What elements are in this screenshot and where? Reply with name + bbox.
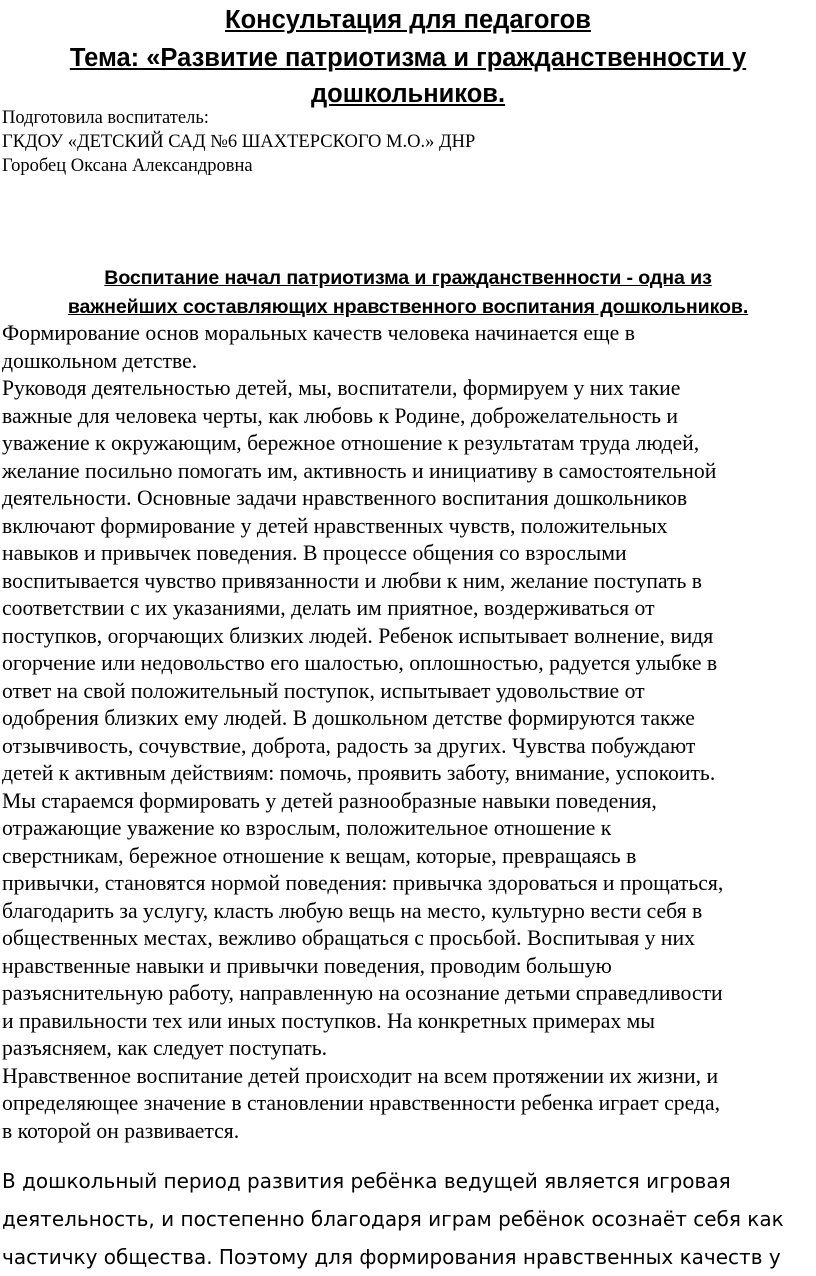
author-institution: ГКДОУ «ДЕТСКИЙ САД №6 ШАХТЕРСКОГО М.О.» ДНР — [2, 132, 476, 152]
text-line: детей к активным действиям: помочь, проявить заботу, внимание, успокоить. — [2, 761, 716, 785]
text-line: уважение к окружающим, бережное отношение к результатам труда людей, — [2, 431, 700, 455]
author-name: Горобец Оксана Александровна — [2, 156, 253, 176]
body-text-continued — [2, 1162, 814, 1276]
text-line: одобрения близких ему людей. В дошкольном детстве формируются также — [2, 706, 695, 730]
text-line: Формирование основ моральных качеств человека начинается еще в — [2, 321, 635, 345]
text-line: деятельности. Основные задачи нравственного воспитания дошкольников — [2, 486, 688, 510]
text-line: Нравственное воспитание детей происходит на всем протяжении их жизни, и — [2, 1063, 719, 1088]
text-line: отзывчивость, сочувствие, доброта, радость за других. Чувства побуждают — [2, 733, 696, 758]
text-line: воспитывается чувство привязанности и любви к ним, желание поступать в — [2, 568, 703, 593]
text-line: общественных местах, вежливо обращаться с просьбой. Воспитывая у них — [2, 926, 695, 950]
document-title-line-1: Консультация для педагогов — [225, 6, 591, 34]
text-line: Руководя деятельностью детей, мы, воспитатели, формируем у них такие — [2, 376, 681, 400]
text-line: деятельность, и постепенно благодаря играм ребёнок осознаёт себя как — [2, 1207, 784, 1231]
text-line: поступков, огорчающих близких людей. Ребенок испытывает волнение, видя — [2, 623, 714, 648]
text-line: частичку общества. Поэтому для формирования нравственных качеств у — [2, 1245, 781, 1269]
section-heading-line-1: Воспитание начал патриотизма и гражданственности - одна из — [104, 267, 712, 289]
text-line: нравственные навыки и привычки поведения, проводим большую — [2, 953, 612, 978]
body-text — [2, 320, 814, 1145]
text-line: благодарить за услугу, класть любую вещь на место, культурно вести себя в — [2, 898, 703, 923]
text-line: отражающие уважение ко взрослым, положительное отношение к — [2, 816, 612, 840]
text-line: в которой он развивается. — [2, 1118, 240, 1143]
text-line: сверстникам, бережное отношение к вещам, которые, превращаясь в — [2, 843, 637, 868]
text-line: В дошкольный период развития ребёнка ведущей является игровая — [2, 1169, 731, 1193]
text-line: привычки, становятся нормой поведения: привычка здороваться и прощаться, — [2, 871, 724, 895]
text-line: ответ на свой положительный поступок, испытывает удовольствие от — [2, 678, 645, 703]
document-title-line-3: дошкольников. — [310, 80, 506, 108]
text-line: включают формирование у детей нравственных чувств, положительных — [2, 513, 668, 538]
text-line: определяющее значение в становлении нравственности ребенка играет среда, — [2, 1091, 720, 1115]
section-heading — [0, 264, 816, 322]
document-title-line-2: Тема: «Развитие патриотизма и гражданственности у — [69, 44, 747, 72]
section-heading-line-2: важнейших составляющих нравственного воспитания дошкольников. — [67, 296, 749, 318]
text-line: дошкольном детстве. — [2, 348, 198, 373]
text-line: соответствии с их указаниями, делать им приятное, воздерживаться от — [2, 596, 655, 620]
author-role: Подготовила воспитатель: — [2, 108, 209, 128]
text-line: разъясняем, как следует поступать. — [2, 1036, 328, 1060]
text-line: Мы стараемся формировать у детей разнообразные навыки поведения, — [2, 788, 657, 813]
text-line: разъяснительную работу, направленную на осознание детьми справедливости — [2, 981, 723, 1005]
text-line: огорчение или недовольство его шалостью, оплошностью, радуется улыбке в — [2, 651, 718, 675]
text-line: важные для человека черты, как любовь к Родине, доброжелательность и — [2, 403, 678, 428]
author-block — [2, 106, 475, 178]
text-line: желание посильно помогать им, активность и инициативу в самостоятельной — [2, 458, 717, 483]
text-line: навыков и привычек поведения. В процессе общения со взрослыми — [2, 541, 627, 565]
text-line: и правильности тех или иных поступков. На конкретных примерах мы — [2, 1008, 655, 1033]
